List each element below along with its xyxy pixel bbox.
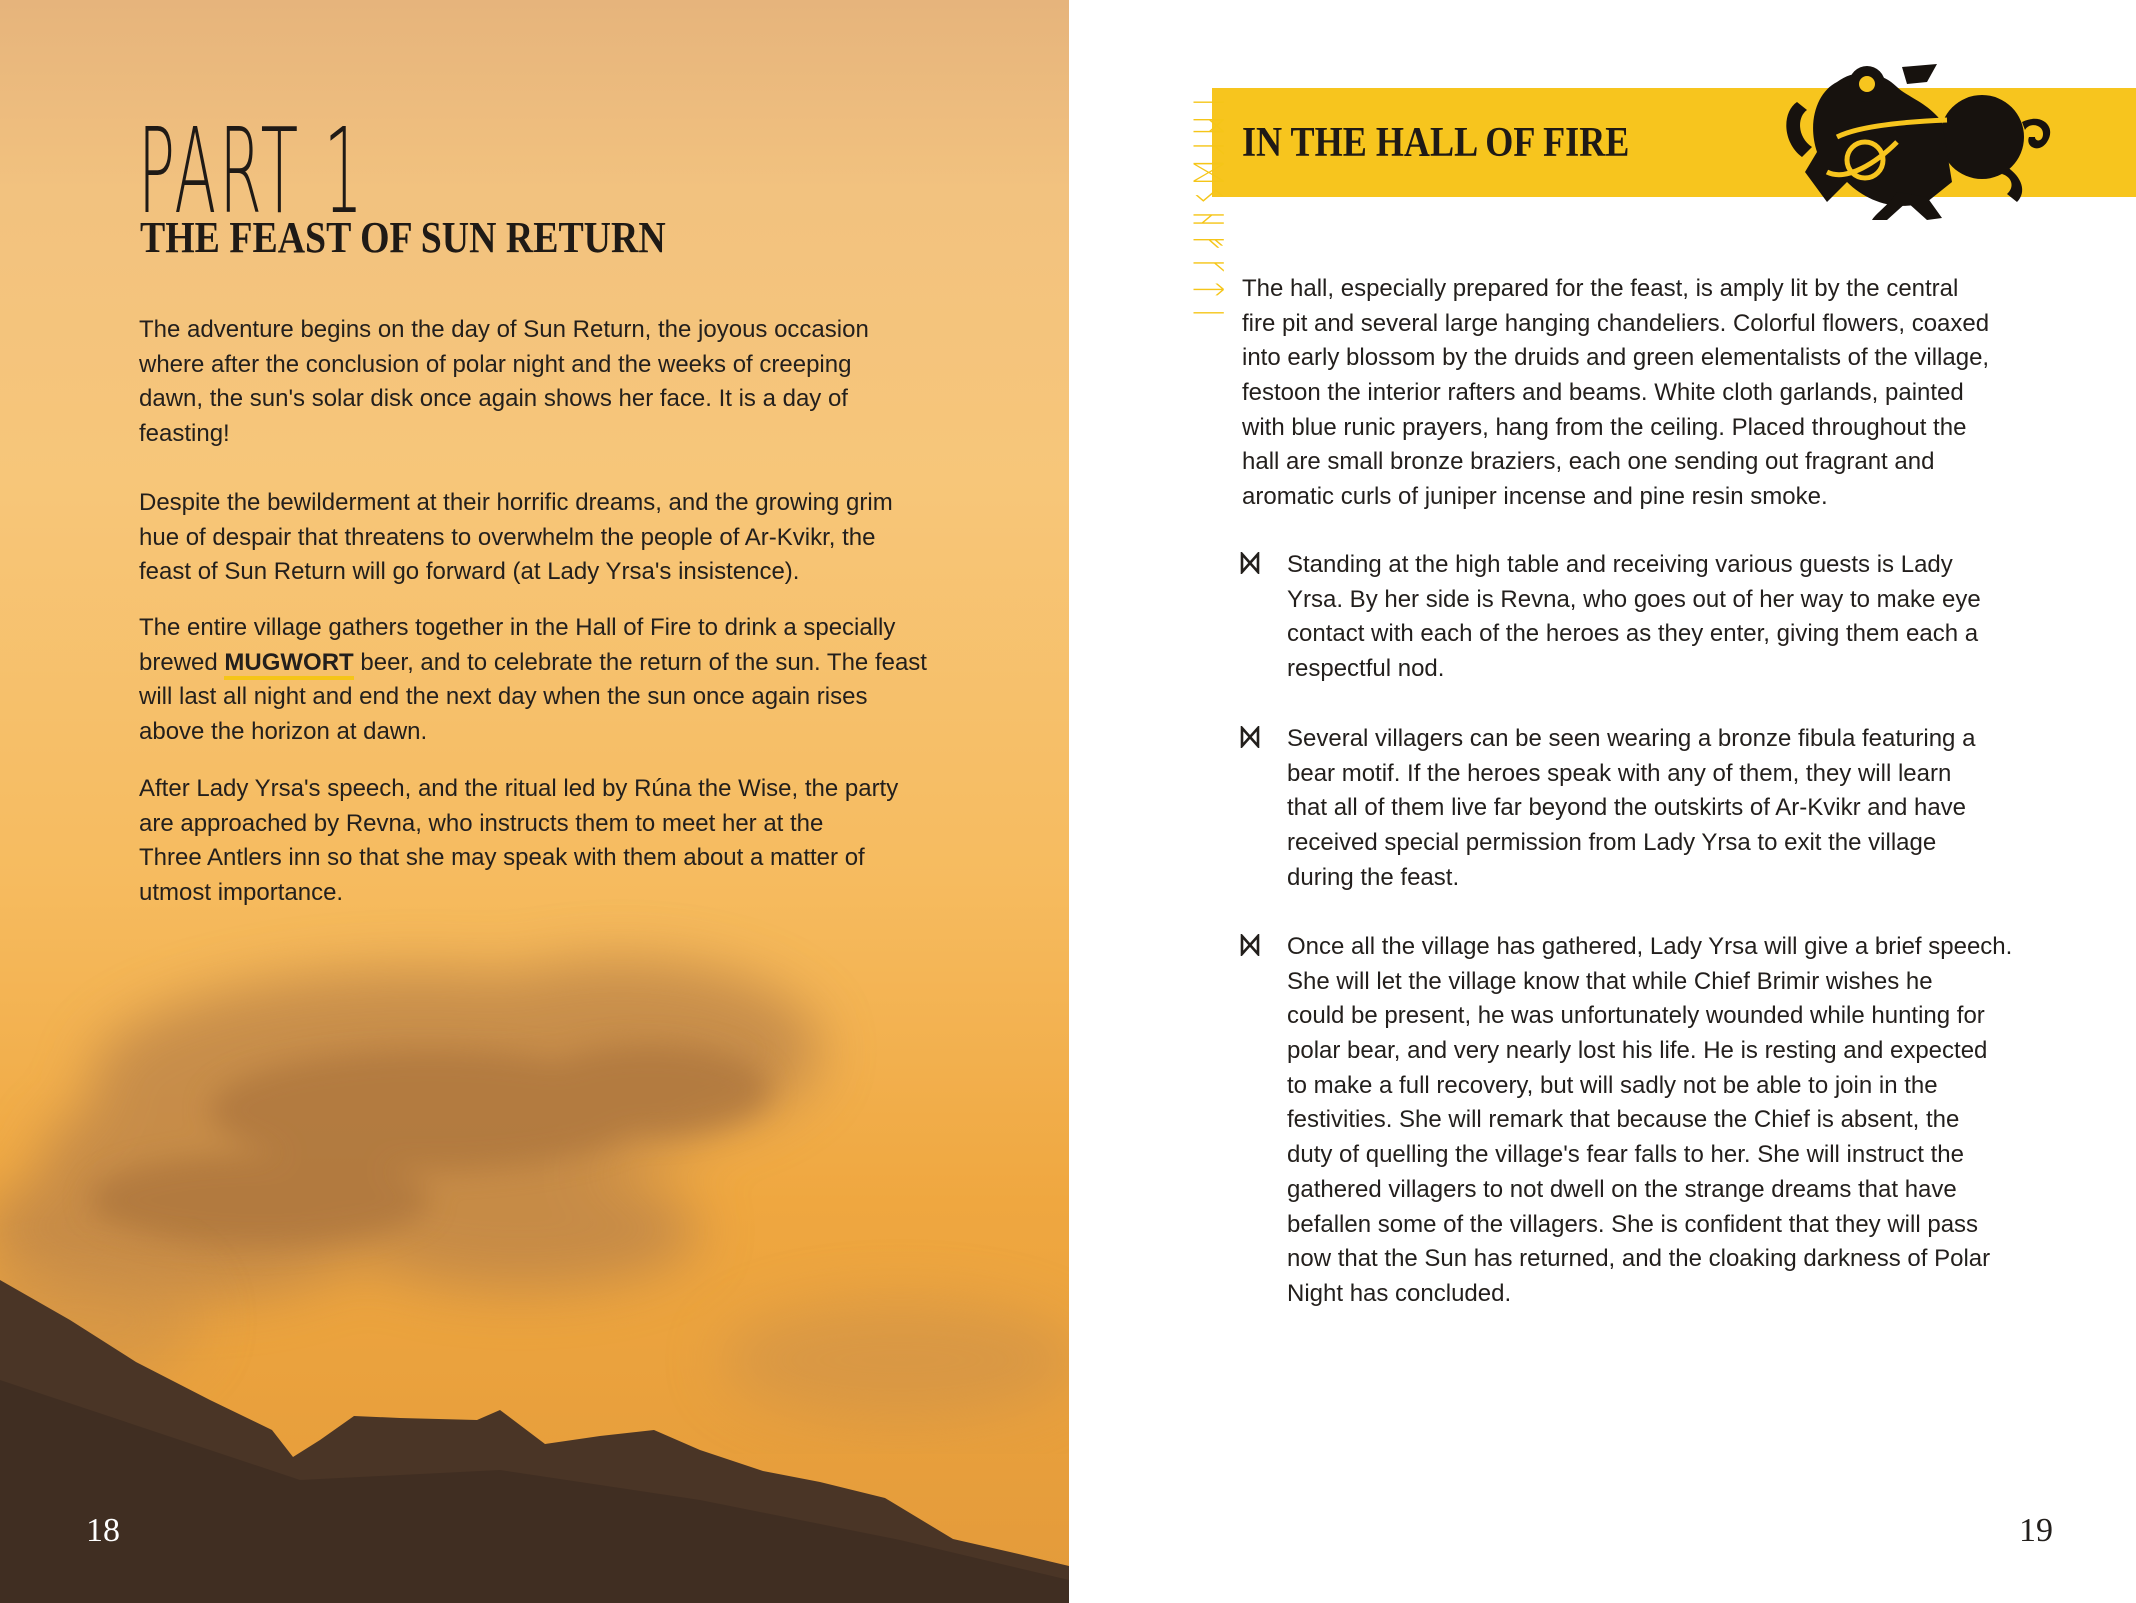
- right-page: [1069, 0, 2136, 1603]
- text-line: that all of them live far beyond the outskirts of Ar-Kvikr and have: [1287, 794, 1967, 822]
- text-line: utmost importance.: [139, 879, 344, 907]
- text-line: feast of Sun Return will go forward (at Lady Yrsa's insistence).: [139, 558, 800, 586]
- paragraph: [139, 611, 927, 750]
- text-line: received special permission from Lady Yrsa to exit the village: [1287, 829, 1937, 857]
- text-line: hall are small bronze braziers, each one sending out fragrant and: [1242, 448, 1935, 476]
- dagaz-rune-icon: [1239, 726, 1261, 748]
- text-line: during the feast.: [1287, 863, 1460, 891]
- text-line: polar bear, and very nearly lost his life. He is resting and expected: [1287, 1037, 1988, 1065]
- bullet-item: [1287, 548, 1981, 687]
- bullet-item: [1287, 722, 1975, 895]
- text-line: festoon the interior rafters and beams. White cloth garlands, painted: [1242, 379, 1964, 407]
- paragraph: [139, 313, 869, 452]
- text-line: will last all night and end the next day when the sun once again rises: [139, 683, 868, 711]
- dagaz-rune-icon: [1239, 552, 1261, 574]
- page-number: 19: [2019, 1512, 2053, 1549]
- text-line: are approached by Revna, who instructs them to meet her at the: [139, 809, 824, 837]
- text-line: dawn, the sun's solar disk once again shows her face. It is a day of: [139, 385, 848, 413]
- text-line: Several villagers can be seen wearing a bronze fibula featuring a: [1287, 725, 1976, 752]
- text-line: Three Antlers inn so that she may speak with them about a matter of: [139, 844, 865, 872]
- paragraph: [139, 772, 898, 911]
- text-line: gathered villagers to not dwell on the strange dreams that have: [1287, 1175, 1957, 1203]
- text-line: The entire village gathers together in the Hall of Fire to drink a specially: [139, 614, 896, 641]
- text-line: Despite the bewilderment at their horrific dreams, and the growing grim: [139, 489, 893, 516]
- text-span: brewed: [139, 648, 225, 676]
- text-line: Yrsa. By her side is Revna, who goes out of her way to make eye: [1287, 585, 1981, 613]
- text-line: fire pit and several large hanging chandeliers. Colorful flowers, coaxed: [1242, 309, 1990, 337]
- part-heading: PART 1: [138, 102, 366, 240]
- text-line: duty of quelling the village's fear falls to her. She will instruct the: [1287, 1141, 1964, 1169]
- mugwort-highlight-link[interactable]: MUGWORT: [224, 650, 353, 680]
- text-line: Once all the village has gathered, Lady Yrsa will give a brief speech.: [1287, 933, 2013, 960]
- text-line: Night has concluded.: [1287, 1279, 1512, 1307]
- page-number: 18: [86, 1512, 120, 1549]
- chapter-subtitle: THE FEAST OF SUN RETURN: [140, 213, 666, 262]
- text-line: feasting!: [139, 420, 230, 448]
- text-line: festivities. She will remark that because the Chief is absent, the: [1287, 1106, 1960, 1134]
- text-line: into early blossom by the druids and green elementalists of the village,: [1242, 344, 1990, 372]
- text-line: [139, 646, 927, 681]
- section-title: IN THE HALL OF FIRE: [1242, 120, 1630, 166]
- text-line: to make a full recovery, but will sadly not be able to join in the: [1287, 1071, 1938, 1099]
- runic-inscription: [1150, 92, 1228, 326]
- norse-beast-emblem-icon: [1777, 62, 2067, 222]
- text-line: hue of despair that threatens to overwhelm the people of Ar-Kvikr, the: [139, 523, 876, 551]
- paragraph: [139, 486, 893, 590]
- text-line: above the horizon at dawn.: [139, 718, 428, 746]
- text-line: respectful nod.: [1287, 655, 1445, 683]
- text-line: contact with each of the heroes as they enter, giving them each a: [1287, 620, 1979, 648]
- dagaz-rune-icon: [1239, 934, 1261, 956]
- text-line: Standing at the high table and receiving various guests is Lady: [1287, 551, 1953, 578]
- text-line: now that the Sun has returned, and the cloaking darkness of Polar: [1287, 1245, 1991, 1273]
- text-line: bear motif. If the heroes speak with any of them, they will learn: [1287, 759, 1952, 787]
- text-line: The hall, especially prepared for the feast, is amply lit by the central: [1242, 275, 1959, 302]
- intro-paragraph: [1242, 272, 1989, 515]
- text-line: with blue runic prayers, hang from the ceiling. Placed throughout the: [1242, 413, 1967, 441]
- text-line: could be present, he was unfortunately wounded while hunting for: [1287, 1002, 1985, 1030]
- text-line: The adventure begins on the day of Sun Return, the joyous occasion: [139, 316, 869, 343]
- text-span: beer, and to celebrate the return of the sun. The feast: [353, 648, 927, 676]
- text-line: After Lady Yrsa's speech, and the ritual led by Rúna the Wise, the party: [139, 775, 899, 802]
- bullet-item: [1287, 930, 2012, 1312]
- runic-text: ᛁᛗᚴᛞᛊᚺᚠᚴᛏᛁ: [1188, 92, 1228, 326]
- text-line: aromatic curls of juniper incense and pine resin smoke.: [1242, 483, 1828, 511]
- text-line: befallen some of the villagers. She is confident that they will pass: [1287, 1210, 1979, 1238]
- text-line: where after the conclusion of polar night and the weeks of creeping: [139, 350, 852, 378]
- text-line: She will let the village know that while Chief Brimir wishes he: [1287, 967, 1933, 995]
